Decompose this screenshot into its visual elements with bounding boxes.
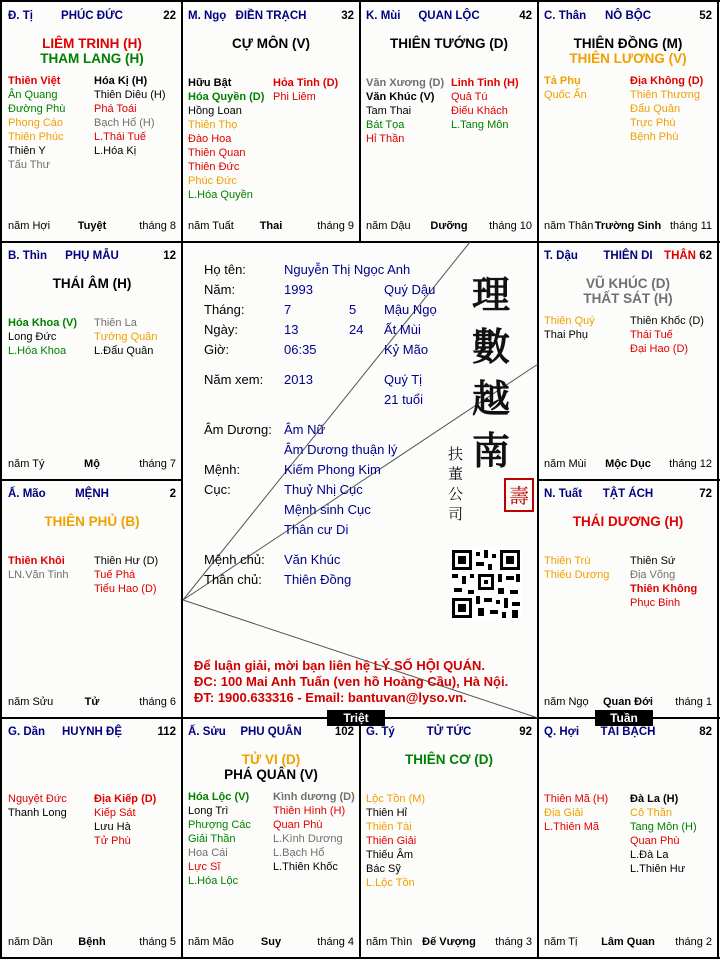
footer-month: tháng 9 <box>317 220 354 232</box>
footer-stage: Bệnh <box>78 936 106 948</box>
palace-footer <box>544 696 712 710</box>
minor-star: Thiên Phúc <box>8 131 64 143</box>
palace-dau <box>538 242 718 480</box>
palace-header <box>544 488 712 502</box>
main-stars <box>538 276 718 306</box>
minor-star: Phi Liêm <box>273 91 316 103</box>
main-star: PHÁ QUÂN (V) <box>224 767 318 782</box>
palace-header <box>366 726 532 740</box>
footer-stage: Tuyệt <box>77 220 107 232</box>
minor-star: L.Thiên Khốc <box>273 861 338 873</box>
palace-header <box>8 726 176 740</box>
palace-footer <box>366 936 532 950</box>
main-star: CỰ MÔN (V) <box>232 36 310 51</box>
minor-star: Giải Thần <box>188 833 236 845</box>
minor-star: Đường Phù <box>8 103 66 115</box>
palace-header <box>366 10 532 24</box>
footer-stage: Tử <box>84 696 100 708</box>
am-duong-label: Âm Dương: <box>204 422 272 437</box>
calligraphy-char-3: 越 <box>472 376 511 421</box>
footer-year: năm Dần <box>8 936 53 948</box>
minor-star: Thiếu Dương <box>544 569 610 581</box>
minor-star: Thiên Y <box>8 145 46 157</box>
main-stars <box>538 514 718 529</box>
footer-year: năm Sửu <box>8 696 54 708</box>
palace-branch: Đ. Tị <box>8 10 33 22</box>
palace-dan <box>2 718 182 958</box>
seal-char-4: 司 <box>448 505 464 523</box>
main-star: THIÊN CƠ (D) <box>404 752 493 767</box>
than-chu-value: Thiên Đồng <box>284 572 352 587</box>
palace-name: PHỤ MẪU <box>65 250 119 262</box>
minor-star: Thiên Không <box>630 583 698 595</box>
minor-star: Phượng Các <box>188 819 251 831</box>
minor-star: Phong Cáo <box>8 117 64 129</box>
menh-value: Kiếm Phong Kim <box>284 462 381 477</box>
palace-branch: B. Thìn <box>8 250 47 262</box>
minor-star: Văn Khúc (V) <box>366 91 435 103</box>
minor-star: Quốc Ấn <box>544 89 587 101</box>
footer-stage: Thai <box>259 220 283 232</box>
footer-year: năm Thân <box>544 220 594 232</box>
minor-star: Cô Thần <box>630 807 672 819</box>
palace-name: HUYNH ĐỆ <box>61 726 123 738</box>
footer-stage: Đế Vượng <box>422 936 476 948</box>
minor-star: Điếu Khách <box>451 105 508 117</box>
tuan-badge: Tuần <box>595 710 653 726</box>
minor-star: Lực Sĩ <box>188 861 221 873</box>
palace-branch: Ấ. Mão <box>8 488 46 500</box>
month-value: 7 <box>284 302 292 317</box>
year-can-chi: Quý Dậu <box>384 282 436 297</box>
minor-star: L.Thiên Hư <box>630 863 686 875</box>
minor-star: Tiểu Hao (D) <box>94 583 157 595</box>
contact-line-1: Để luận giải, mời bạn liên hệ LÝ SỐ HỘI QUÁN. <box>194 658 485 673</box>
minor-star: Địa Không (D) <box>630 75 704 87</box>
palace-name: PHÚC ĐỨC <box>61 10 123 22</box>
minor-star: Linh Tinh (H) <box>451 77 519 89</box>
minor-star: Thiên Thọ <box>188 119 238 131</box>
minor-star: L.Kình Dương <box>273 833 343 845</box>
menh-chu-label: Mệnh chủ: <box>204 552 265 567</box>
calligraphy-char-4: 南 <box>472 428 511 473</box>
minor-star: Thiên Sứ <box>630 555 676 567</box>
minor-star: Địa Võng <box>630 569 676 581</box>
minor-star: Bạch Hổ (H) <box>94 117 155 129</box>
footer-month: tháng 3 <box>495 936 532 948</box>
minor-star: Hóa Kị (H) <box>94 75 148 87</box>
footer-month: tháng 1 <box>675 696 712 708</box>
main-star: THIÊN PHỦ (B) <box>44 514 140 529</box>
palace-number: 52 <box>699 10 712 22</box>
minor-star: Thiên Giải <box>366 835 417 847</box>
minor-star: Phúc Đức <box>188 175 237 187</box>
palace-footer <box>544 220 712 234</box>
palace-header <box>188 726 354 740</box>
main-star: THAM LANG (H) <box>40 51 144 66</box>
day-can-chi: Ất Mùi <box>384 322 421 337</box>
palace-header <box>8 250 176 264</box>
footer-month: tháng 11 <box>669 220 712 232</box>
cuc-value: Thuỷ Nhị Cục <box>284 482 363 497</box>
minor-star: L.Đà La <box>630 849 669 861</box>
minor-star: Hỏa Tinh (D) <box>273 77 339 89</box>
palace-footer <box>188 936 354 950</box>
minor-star: Địa Kiếp (D) <box>94 793 157 805</box>
minor-star: Bát Tọa <box>366 119 405 131</box>
minor-star: Lưu Hà <box>94 821 131 833</box>
minor-star: Tả Phụ <box>544 75 581 87</box>
minor-star: Nguyệt Đức <box>8 793 67 805</box>
day-label: Ngày: <box>204 322 238 337</box>
palace-than-marker: THÂN <box>664 250 696 262</box>
palace-footer <box>544 458 712 472</box>
palace-branch: G. Tý <box>366 726 395 738</box>
main-stars <box>2 36 182 66</box>
minor-star: Thiên Hỉ <box>366 807 407 819</box>
palace-number: 92 <box>519 726 532 738</box>
minor-star: Phục Binh <box>630 597 681 609</box>
palace-ti <box>2 2 182 242</box>
footer-stage: Mộc Dục <box>605 458 651 470</box>
palace-number: 112 <box>157 726 176 738</box>
calligraphy-char-1: 理 <box>472 272 511 317</box>
minor-star: Hồng Loan <box>188 105 242 117</box>
minor-star: LN.Văn Tinh <box>8 569 69 581</box>
am-duong-value: Âm Nữ <box>284 422 326 437</box>
footer-stage: Dưỡng <box>430 220 468 232</box>
minor-star: L.Hóa Lộc <box>188 875 239 887</box>
footer-year: năm Mão <box>188 936 234 948</box>
palace-branch: Q. Hợi <box>544 726 580 738</box>
palace-number: 102 <box>334 726 354 738</box>
seal-char-1: 扶 <box>448 445 464 463</box>
footer-stage: Mộ <box>84 458 100 470</box>
month-can-chi: Mậu Ngọ <box>384 302 437 317</box>
footer-year: năm Dậu <box>366 220 411 232</box>
palace-ty <box>360 718 538 958</box>
footer-year: năm Mùi <box>544 458 587 470</box>
cuc-label: Cục: <box>204 482 231 497</box>
palace-header <box>188 10 354 24</box>
palace-footer <box>188 220 354 234</box>
palace-name: ĐIỀN TRẠCH <box>235 10 307 22</box>
contact-line-3: ĐT: 1900.633316 - Email: bantuvan@lyso.vn. <box>194 690 467 705</box>
palace-footer <box>544 936 712 950</box>
minor-star: Kình dương (D) <box>273 791 355 803</box>
palace-footer <box>366 220 532 234</box>
qr-code-icon[interactable] <box>450 548 522 620</box>
footer-year: năm Tị <box>544 936 578 948</box>
minor-star: Hữu Bật <box>188 77 232 89</box>
palace-branch: K. Mùi <box>366 10 401 22</box>
main-star: THIÊN LƯƠNG (V) <box>569 51 687 66</box>
minor-star: Thai Phụ <box>544 329 589 341</box>
minor-star: L.Lộc Tồn <box>366 877 415 889</box>
minor-star: Tang Môn (H) <box>630 821 697 833</box>
footer-month: tháng 7 <box>139 458 176 470</box>
main-star: THÁI ÂM (H) <box>52 276 132 291</box>
am-duong-note: Âm Dương thuận lý <box>284 442 398 457</box>
minor-star: Quả Tú <box>451 91 488 103</box>
minor-star: L.Bạch Hổ <box>273 847 325 859</box>
main-stars <box>2 514 182 529</box>
footer-stage: Lâm Quan <box>601 936 655 948</box>
minor-star: Thiếu Âm <box>366 849 414 861</box>
view-year-label: Năm xem: <box>204 372 264 387</box>
palace-number: 82 <box>699 726 712 738</box>
hour-can-chi: Kỷ Mão <box>384 342 429 357</box>
minor-star: Long Đức <box>8 331 57 343</box>
palace-branch: T. Dậu <box>544 250 578 262</box>
palace-name: QUAN LỘC <box>418 10 480 22</box>
footer-month: tháng 12 <box>669 458 712 470</box>
minor-star: Thiên Khôi <box>8 555 65 567</box>
palace-branch: Ấ. Sửu <box>188 726 226 738</box>
footer-month: tháng 4 <box>317 936 354 948</box>
minor-star: Địa Giải <box>544 807 584 819</box>
footer-month: tháng 5 <box>139 936 176 948</box>
palace-branch: M. Ngọ <box>188 10 227 22</box>
footer-year: năm Ngọ <box>544 696 589 708</box>
palace-than <box>538 2 718 242</box>
center-info-panel <box>182 242 538 718</box>
age-value: 21 tuổi <box>384 392 424 407</box>
minor-star: Quan Phù <box>273 819 323 831</box>
footer-year: năm Tý <box>8 458 45 470</box>
minor-star: Thiên Quan <box>188 147 246 159</box>
palace-branch: C. Thân <box>544 10 587 22</box>
palace-number: 2 <box>169 488 176 500</box>
minor-star: Thiên Mã (H) <box>544 793 609 805</box>
palace-header <box>8 10 176 24</box>
minor-star: L.Hóa Khoa <box>8 345 67 357</box>
than-chu-label: Thân chủ: <box>204 572 262 587</box>
footer-stage: Trường Sinh <box>594 220 662 232</box>
footer-month: tháng 8 <box>139 220 176 232</box>
palace-footer <box>8 458 176 472</box>
palace-thin <box>2 242 182 480</box>
minor-star: Thiên Thương <box>630 89 701 101</box>
year-value: 1993 <box>284 282 313 297</box>
minor-star: Tướng Quân <box>94 331 158 343</box>
main-star: LIÊM TRINH (H) <box>42 36 142 51</box>
minor-star: Thiên Việt <box>8 75 61 87</box>
year-label: Năm: <box>204 282 236 297</box>
minor-star: Thiên Đức <box>188 161 240 173</box>
main-stars <box>360 36 538 51</box>
minor-star: Thiên Hư (D) <box>94 555 159 567</box>
minor-star: Hóa Lộc (V) <box>188 791 250 803</box>
palace-name: TÀI BẠCH <box>600 726 656 738</box>
palace-name: TẬT ÁCH <box>602 488 654 500</box>
minor-star: Thiên Tài <box>366 821 412 833</box>
palace-name: MỆNH <box>75 488 109 500</box>
palace-number: 32 <box>341 10 354 22</box>
minor-star: L.Đẩu Quân <box>94 345 154 357</box>
cuc-note-1: Mệnh sinh Cục <box>284 502 371 517</box>
view-year-can-chi: Quý Tị <box>384 372 423 387</box>
month-lunar: 5 <box>349 302 357 317</box>
name-label: Họ tên: <box>204 262 246 277</box>
palace-name: NÔ BỘC <box>605 10 651 22</box>
minor-star: Hỉ Thần <box>366 133 405 145</box>
minor-star: Bệnh Phù <box>630 131 679 143</box>
minor-star: Thiên Diêu (H) <box>94 89 166 101</box>
minor-star: Hóa Khoa (V) <box>8 317 78 329</box>
minor-star: Phá Toái <box>94 103 137 115</box>
minor-star: Bác Sỹ <box>366 863 401 875</box>
minor-star: Thiên Quý <box>544 315 595 327</box>
minor-star: Đà La (H) <box>630 793 679 805</box>
minor-star: Thiên Khốc (D) <box>630 315 704 327</box>
main-star: THIÊN ĐỒNG (M) <box>573 36 683 51</box>
main-stars <box>2 276 182 291</box>
main-stars <box>182 752 360 782</box>
view-year-value: 2013 <box>284 372 313 387</box>
palace-tuat <box>538 480 718 718</box>
hour-label: Giờ: <box>204 342 230 357</box>
palace-number: 62 <box>699 250 712 262</box>
minor-star: Thái Tuế <box>630 329 673 341</box>
day-lunar: 24 <box>349 322 364 337</box>
footer-year: năm Tuất <box>188 220 234 232</box>
palace-ngo <box>182 2 360 242</box>
name-value: Nguyễn Thị Ngọc Anh <box>284 262 411 277</box>
minor-star: Thiên Trù <box>544 555 591 567</box>
minor-star: Tấu Thư <box>8 159 51 171</box>
main-stars <box>538 36 718 66</box>
minor-star: Kiếp Sát <box>94 807 136 819</box>
palace-suu <box>182 718 360 958</box>
main-star: THẤT SÁT (H) <box>583 291 673 306</box>
palace-footer <box>8 936 176 950</box>
minor-star: Long Trì <box>188 805 229 817</box>
palace-footer <box>8 696 176 710</box>
footer-year: năm Hợi <box>8 220 51 232</box>
minor-star: L.Thiên Mã <box>544 821 600 833</box>
footer-stage: Suy <box>260 936 282 948</box>
minor-star: Tam Thai <box>366 105 412 117</box>
day-value: 13 <box>284 322 299 337</box>
minor-star: Đẩu Quân <box>630 103 681 115</box>
hour-value: 06:35 <box>284 342 317 357</box>
main-star: VŨ KHÚC (D) <box>586 276 670 291</box>
palace-header <box>8 488 176 502</box>
month-label: Tháng: <box>204 302 245 317</box>
palace-mui <box>360 2 538 242</box>
main-stars <box>182 36 360 51</box>
footer-year: năm Thìn <box>366 936 413 948</box>
cuc-note-2: Thân cư Di <box>284 522 349 537</box>
minor-star: Ân Quang <box>8 89 58 101</box>
minor-star: L.Tang Môn <box>451 119 509 131</box>
footer-month: tháng 6 <box>139 696 176 708</box>
main-star: TỬ VI (D) <box>241 752 301 767</box>
minor-star: Quan Phù <box>630 835 680 847</box>
palace-name: TỬ TỨC <box>426 726 472 738</box>
palace-hoi <box>538 718 718 958</box>
minor-star: Lộc Tồn (M) <box>366 793 426 805</box>
minor-star: Tử Phù <box>94 835 131 847</box>
seal-char-3: 公 <box>448 485 464 503</box>
minor-star: L.Thái Tuế <box>94 131 146 143</box>
palace-number: 72 <box>699 488 712 500</box>
triet-badge: Triệt <box>327 710 385 726</box>
palace-name: THIÊN DI <box>603 250 653 262</box>
palace-footer <box>8 220 176 234</box>
menh-label: Mệnh: <box>204 462 241 477</box>
minor-star: Đại Hao (D) <box>630 343 689 355</box>
minor-star: Tuế Phá <box>94 569 136 581</box>
palace-branch: N. Tuất <box>544 488 583 500</box>
menh-chu-value: Văn Khúc <box>284 552 341 567</box>
main-star: THÁI DƯƠNG (H) <box>572 514 684 529</box>
footer-month: tháng 10 <box>489 220 532 232</box>
main-stars <box>360 752 538 767</box>
palace-branch: G. Dần <box>8 726 46 738</box>
palace-mao <box>2 480 182 718</box>
palace-name: PHU QUÂN <box>240 726 302 738</box>
calligraphy-char-2: 數 <box>472 324 511 369</box>
minor-star: Đào Hoa <box>188 133 232 145</box>
palace-header <box>544 250 712 264</box>
red-seal-icon: 壽 <box>504 478 534 512</box>
footer-stage: Quan Đới <box>603 696 653 708</box>
palace-number: 42 <box>519 10 532 22</box>
palace-number: 12 <box>163 250 176 262</box>
minor-star: L.Hóa Kị <box>94 145 137 157</box>
minor-star: L.Hóa Quyền <box>188 189 253 201</box>
palace-header <box>544 10 712 24</box>
minor-star: Hoa Cái <box>188 847 228 859</box>
footer-month: tháng 2 <box>675 936 712 948</box>
palace-header <box>544 726 712 740</box>
minor-star: Hóa Quyền (D) <box>188 91 265 103</box>
palace-number: 22 <box>163 10 176 22</box>
minor-star: Thiên La <box>94 317 137 329</box>
minor-star: Trực Phù <box>630 117 676 129</box>
minor-star: Văn Xương (D) <box>366 77 445 89</box>
main-star: THIÊN TƯỚNG (D) <box>390 36 508 51</box>
minor-star: Thiên Hình (H) <box>273 805 346 817</box>
contact-line-2: ĐC: 100 Mai Anh Tuấn (ven hồ Hoàng Cầu), Hà Nội. <box>194 674 509 689</box>
seal-char-2: 董 <box>448 465 464 483</box>
minor-star: Thanh Long <box>8 807 67 819</box>
